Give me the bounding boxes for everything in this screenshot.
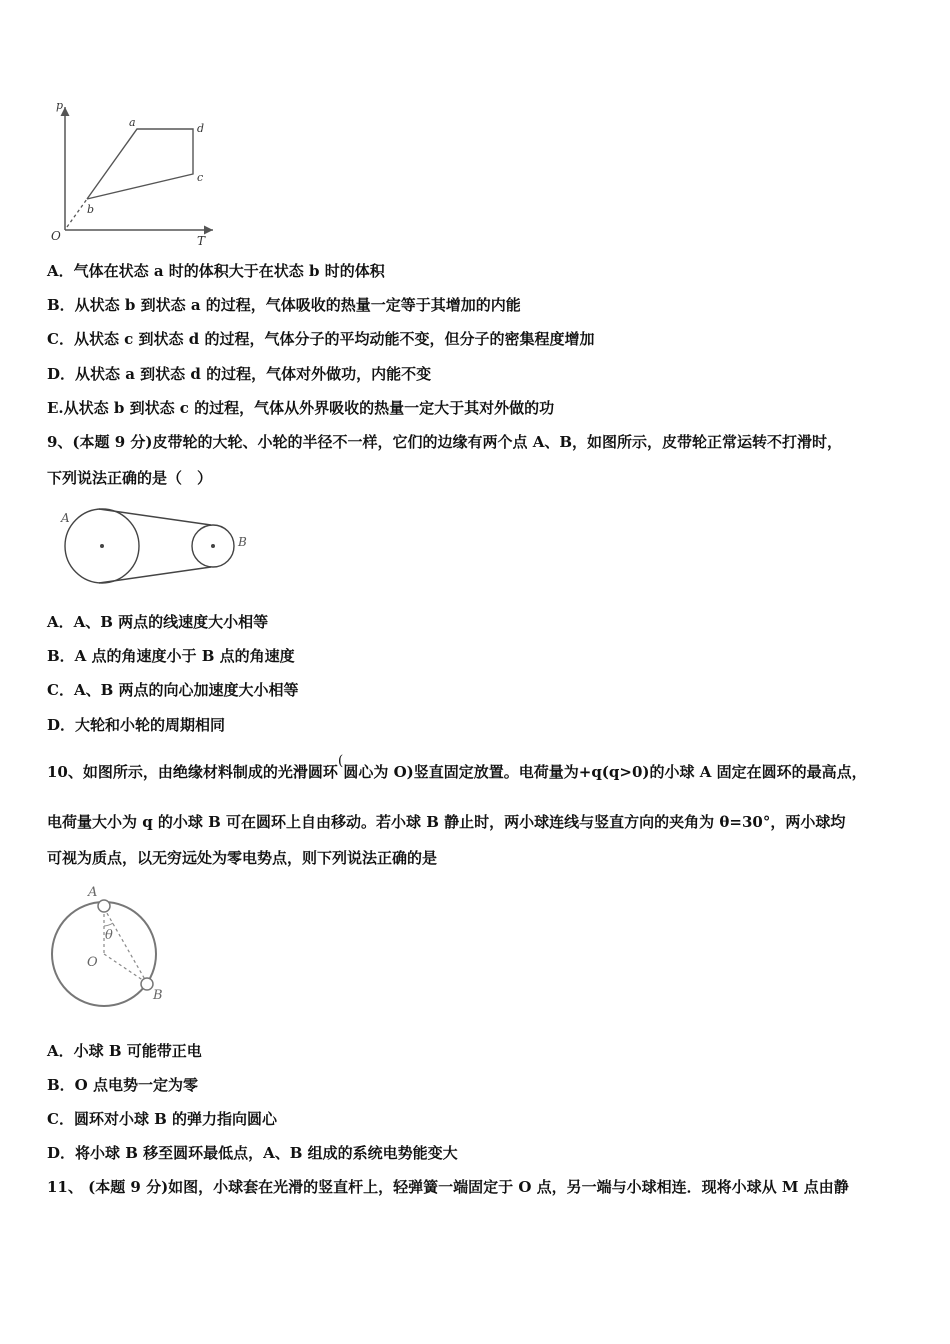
q9-option-c: C．A、B 两点的向心加速度大小相等 — [47, 681, 299, 699]
small-wheel-center — [211, 544, 215, 548]
pt-diagram — [45, 95, 220, 250]
q10-option-a: A．小球 B 可能带正电 — [47, 1042, 202, 1060]
point-a-label: A — [61, 511, 70, 525]
label-theta: θ — [105, 928, 113, 943]
q10-stem-line3: 可视为质点，以无穷远处为零电势点，则下列说法正确的是 — [47, 849, 438, 867]
point-b-label: b — [87, 203, 95, 216]
belt-pulley-figure — [55, 505, 255, 590]
point-b-label: B — [238, 535, 247, 549]
q10-stem-part2: 圆心为 O)竖直固定放置。电荷量为+q(q>0)的小球 A 固定在圆环的最高点， — [343, 763, 867, 781]
point-a-label: a — [129, 116, 136, 129]
q9-option-d: D．大轮和小轮的周期相同 — [47, 716, 226, 734]
q9-option-b: B．A 点的角速度小于 B 点的角速度 — [47, 647, 295, 665]
q8-option-a: A．气体在状态 a 时的体积大于在状态 b 时的体积 — [47, 262, 385, 280]
belt-bottom — [99, 567, 211, 583]
angle-arc — [104, 923, 113, 926]
q11-stem-line1: 11、 (本题 9 分)如图，小球套在光滑的竖直杆上，轻弹簧一端固定于 O 点，另一端与小球相连．现将小球从 M 点由静 — [47, 1178, 849, 1196]
open-paren: ( — [337, 753, 344, 769]
radius-dashed-line — [104, 954, 147, 983]
point-d-label: d — [197, 122, 205, 135]
label-o: O — [87, 955, 98, 970]
q10-option-c: C．圆环对小球 B 的弹力指向圆心 — [47, 1110, 278, 1128]
q9-stem-line1: 9、(本题 9 分)皮带轮的大轮、小轮的半径不一样，它们的边缘有两个点 A、B，如图所示，皮带轮正常运转不打滑时， — [47, 433, 843, 451]
q10-stem-part1: 10、如图所示，由绝缘材料制成的光滑圆环 — [47, 763, 338, 781]
q9-stem-line2: 下列说法正确的是（ ） — [47, 469, 213, 487]
label-b: B — [153, 988, 163, 1003]
q10-stem-line2: 电荷量大小为 q 的小球 B 可在圆环上自由移动。若小球 B 静止时，两小球连线与竖直方向的夹角为 θ=30°，两小球均 — [47, 813, 846, 831]
origin-label: O — [51, 229, 61, 243]
dashed-extension — [67, 199, 87, 227]
ring-figure — [40, 882, 175, 1012]
belt-top — [99, 509, 211, 525]
q8-option-c: C．从状态 c 到状态 d 的过程，气体分子的平均动能不变，但分子的密集程度增加 — [47, 330, 595, 348]
q8-option-e: E.从状态 b 到状态 c 的过程，气体从外界吸收的热量一定大于其对外做的功 — [47, 399, 555, 417]
cycle-path — [87, 129, 193, 199]
t-axis-label: T — [197, 234, 206, 248]
ab-dashed-line — [104, 908, 147, 983]
label-a: A — [88, 885, 98, 900]
q9-option-a: A．A、B 两点的线速度大小相等 — [47, 613, 269, 631]
ball-b — [141, 978, 153, 990]
ball-a — [98, 900, 110, 912]
q10-stem-line1 — [47, 753, 867, 783]
large-wheel-center — [100, 544, 104, 548]
q8-option-b: B．从状态 b 到状态 a 的过程，气体吸收的热量一定等于其增加的内能 — [47, 296, 521, 314]
point-c-label: c — [197, 171, 204, 184]
p-axis-label: p — [56, 99, 64, 112]
q10-option-b: B．O 点电势一定为零 — [47, 1076, 198, 1094]
q10-option-d: D．将小球 B 移至圆环最低点，A、B 组成的系统电势能变大 — [47, 1144, 458, 1162]
q8-option-d: D．从状态 a 到状态 d 的过程，气体对外做功，内能不变 — [47, 365, 432, 383]
